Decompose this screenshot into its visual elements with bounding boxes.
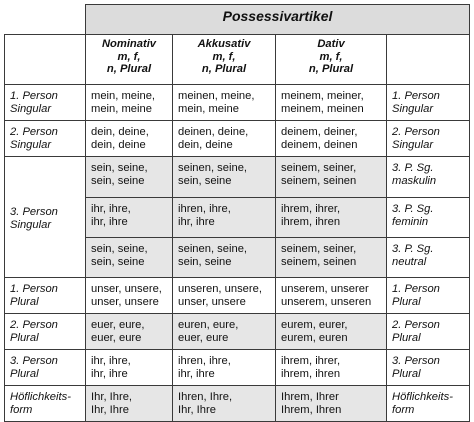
row-person-label: 3. Person Plural bbox=[5, 350, 86, 386]
header-blank-left bbox=[5, 35, 86, 85]
cell-nominativ: Ihr, Ihre, Ihr, Ihre bbox=[86, 386, 173, 422]
cell-akkusativ: ihren, ihre, ihr, ihre bbox=[173, 350, 276, 386]
row-person-label: 2. Person Singular bbox=[5, 121, 86, 157]
cell-dativ: seinem, seiner, seinem, seinen bbox=[276, 157, 387, 198]
table-row bbox=[5, 278, 470, 314]
header-nominativ: Nominativ m, f, n, Plural bbox=[86, 35, 173, 85]
row-person-label: 2. Person Plural bbox=[5, 314, 86, 350]
cell-nominativ: euer, eure, euer, eure bbox=[86, 314, 173, 350]
row-person-label: 3. Person Singular bbox=[5, 157, 86, 278]
possessive-articles-table bbox=[4, 4, 470, 422]
cell-nominativ: sein, seine, sein, seine bbox=[86, 157, 173, 198]
cell-dativ: ihrem, ihrer, ihrem, ihren bbox=[276, 198, 387, 238]
cell-dativ: eurem, eurer, eurem, euren bbox=[276, 314, 387, 350]
row-note-label: 3. P. Sg. neutral bbox=[387, 238, 470, 278]
cell-dativ: unserem, unserer unserem, unseren bbox=[276, 278, 387, 314]
cell-nominativ: unser, unsere, unser, unsere bbox=[86, 278, 173, 314]
cell-akkusativ: seinen, seine, sein, seine bbox=[173, 157, 276, 198]
table-row bbox=[5, 157, 470, 198]
table-title: Possessivartikel bbox=[86, 5, 470, 35]
row-note-label: 3. Person Plural bbox=[387, 350, 470, 386]
header-blank-right bbox=[387, 35, 470, 85]
cell-akkusativ: deinen, deine, dein, deine bbox=[173, 121, 276, 157]
cell-akkusativ: seinen, seine, sein, seine bbox=[173, 238, 276, 278]
table-row bbox=[5, 85, 470, 121]
cell-dativ: ihrem, ihrer, ihrem, ihren bbox=[276, 350, 387, 386]
cell-akkusativ: meinen, meine, mein, meine bbox=[173, 85, 276, 121]
row-note-label: 3. P. Sg. maskulin bbox=[387, 157, 470, 198]
row-note-label: 1. Person Plural bbox=[387, 278, 470, 314]
cell-nominativ: sein, seine, sein, seine bbox=[86, 238, 173, 278]
row-note-label: Höflichkeits- form bbox=[387, 386, 470, 422]
blank-corner bbox=[5, 5, 86, 35]
header-akkusativ: Akkusativ m, f, n, Plural bbox=[173, 35, 276, 85]
cell-akkusativ: Ihren, Ihre, Ihr, Ihre bbox=[173, 386, 276, 422]
table-row bbox=[5, 386, 470, 422]
row-person-label: 1. Person Singular bbox=[5, 85, 86, 121]
cell-akkusativ: unseren, unsere, unser, unsere bbox=[173, 278, 276, 314]
row-note-label: 1. Person Singular bbox=[387, 85, 470, 121]
row-note-label: 3. P. Sg. feminin bbox=[387, 198, 470, 238]
header-dativ: Dativ m, f, n, Plural bbox=[276, 35, 387, 85]
cell-nominativ: mein, meine, mein, meine bbox=[86, 85, 173, 121]
cell-nominativ: ihr, ihre, ihr, ihre bbox=[86, 198, 173, 238]
table-row bbox=[5, 314, 470, 350]
table-row bbox=[5, 350, 470, 386]
cell-dativ: deinem, deiner, deinem, deinen bbox=[276, 121, 387, 157]
cell-nominativ: dein, deine, dein, deine bbox=[86, 121, 173, 157]
row-person-label: Höflichkeits- form bbox=[5, 386, 86, 422]
cell-nominativ: ihr, ihre, ihr, ihre bbox=[86, 350, 173, 386]
row-person-label: 1. Person Plural bbox=[5, 278, 86, 314]
header-row bbox=[5, 35, 470, 85]
title-row bbox=[5, 5, 470, 35]
cell-akkusativ: euren, eure, euer, eure bbox=[173, 314, 276, 350]
cell-dativ: Ihrem, Ihrer Ihrem, Ihren bbox=[276, 386, 387, 422]
row-note-label: 2. Person Plural bbox=[387, 314, 470, 350]
cell-dativ: meinem, meiner, meinem, meinen bbox=[276, 85, 387, 121]
cell-akkusativ: ihren, ihre, ihr, ihre bbox=[173, 198, 276, 238]
row-note-label: 2. Person Singular bbox=[387, 121, 470, 157]
table-row bbox=[5, 121, 470, 157]
cell-dativ: seinem, seiner, seinem, seinen bbox=[276, 238, 387, 278]
table-wrapper bbox=[4, 4, 470, 422]
